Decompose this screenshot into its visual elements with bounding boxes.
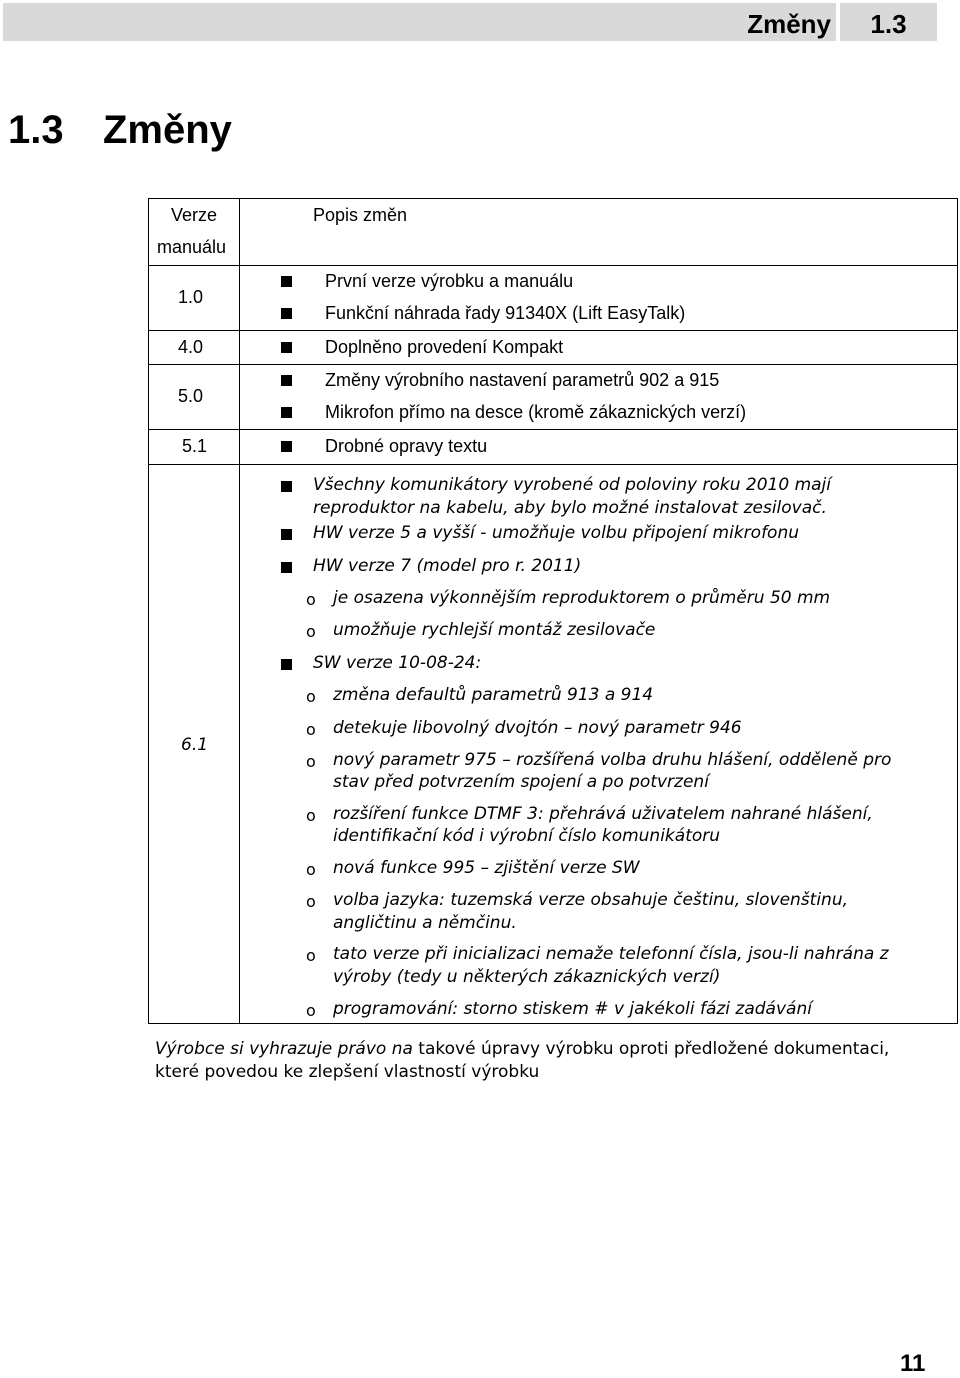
sub-item-continuation: identifikační kód i výrobní číslo komunikátoru [333,826,721,846]
square-bullet-icon [281,441,292,452]
square-bullet-icon [281,342,292,353]
version-cell: 6.1 [181,735,209,755]
table-row-divider [148,364,958,365]
header-title: Změny [747,9,831,39]
sub-item: programování: storno stiskem # v jakékoli fázi zadávání [333,999,812,1019]
square-bullet-icon [281,481,292,492]
circle-bullet-icon: o [306,622,316,641]
disclaimer-line2: které povedou ke zlepšení vlastností výrobku [155,1062,540,1082]
sub-item: je osazena výkonnějším reproduktorem o průměru 50 mm [333,588,831,608]
sub-item: volba jazyka: tuzemská verze obsahuje češtinu, slovenštinu, [333,890,848,910]
sub-item-continuation: angličtinu a němčinu. [333,913,517,933]
circle-bullet-icon: o [306,1001,316,1020]
circle-bullet-icon: o [306,806,316,825]
change-item: SW verze 10-08-24: [313,653,482,673]
disclaimer-italic: Výrobce si vyhrazuje právo na [155,1039,413,1059]
square-bullet-icon [281,276,292,287]
disclaimer-rest: takové úpravy výrobku oproti předložené dokumentaci, [412,1039,890,1059]
sub-item: nová funkce 995 – zjištění verze SW [333,858,640,878]
square-bullet-icon [281,562,292,573]
table-row-divider [148,464,958,465]
version-cell: 4.0 [178,337,204,357]
circle-bullet-icon: o [306,590,316,609]
page-title [8,108,232,153]
change-item-continuation: reproduktor na kabelu, aby bylo možné instalovat zesilovač. [313,498,827,518]
version-cell: 5.0 [178,386,204,406]
table-row-divider [148,330,958,331]
change-item: Mikrofon přímo na desce (kromě zákaznických verzí) [325,402,747,422]
sub-item: nový parametr 975 – rozšířená volba druhu hlášení, odděleně pro [333,750,892,770]
sub-item-continuation: výroby (tedy u některých zákaznických verzí) [333,967,721,987]
page-number: 11 [900,1350,926,1377]
square-bullet-icon [281,308,292,319]
change-item: Funkční náhrada řady 91340X (Lift EasyTalk) [325,303,686,323]
column-header-version: Verze [171,205,218,225]
header-bar [3,3,836,41]
change-item: HW verze 5 a vyšší - umožňuje volbu připojení mikrofonu [313,523,800,543]
sub-item: tato verze při inicializaci nemaže telefonní čísla, jsou-li nahrána z [333,944,889,964]
header-section-number: 1.3 [840,3,937,41]
version-cell: 1.0 [178,287,204,307]
change-item: Drobné opravy textu [325,436,488,456]
sub-item: rozšíření funkce DTMF 3: přehrává uživatelem nahrané hlášení, [333,804,873,824]
circle-bullet-icon: o [306,752,316,771]
table-row-divider [148,429,958,430]
table-row-divider [148,265,958,266]
change-item: Doplněno provedení Kompakt [325,337,564,357]
square-bullet-icon [281,407,292,418]
change-item: HW verze 7 (model pro r. 2011) [313,556,582,576]
sub-item: umožňuje rychlejší montáž zesilovače [333,620,656,640]
disclaimer-note [155,1038,945,1084]
circle-bullet-icon: o [306,720,316,739]
version-cell: 5.1 [182,436,208,456]
table-column-divider [239,198,240,1024]
column-header-version-line2: manuálu [157,237,227,257]
circle-bullet-icon: o [306,860,316,879]
sub-item-continuation: stav před potvrzením spojení a po potvrzení [333,772,709,792]
page-title-text: Změny [103,108,232,152]
square-bullet-icon [281,375,292,386]
circle-bullet-icon: o [306,892,316,911]
change-item: Všechny komunikátory vyrobené od poloviny roku 2010 mají [313,475,832,495]
square-bullet-icon [281,659,292,670]
page-title-number: 1.3 [8,108,64,152]
change-item: První verze výrobku a manuálu [325,271,574,291]
sub-item: změna defaultů parametrů 913 a 914 [333,685,654,705]
circle-bullet-icon: o [306,946,316,965]
circle-bullet-icon: o [306,687,316,706]
sub-item: detekuje libovolný dvojtón – nový parametr 946 [333,718,742,738]
change-item: Změny výrobního nastavení parametrů 902 a 915 [325,370,720,390]
square-bullet-icon [281,529,292,540]
column-header-description: Popis změn [313,205,408,225]
